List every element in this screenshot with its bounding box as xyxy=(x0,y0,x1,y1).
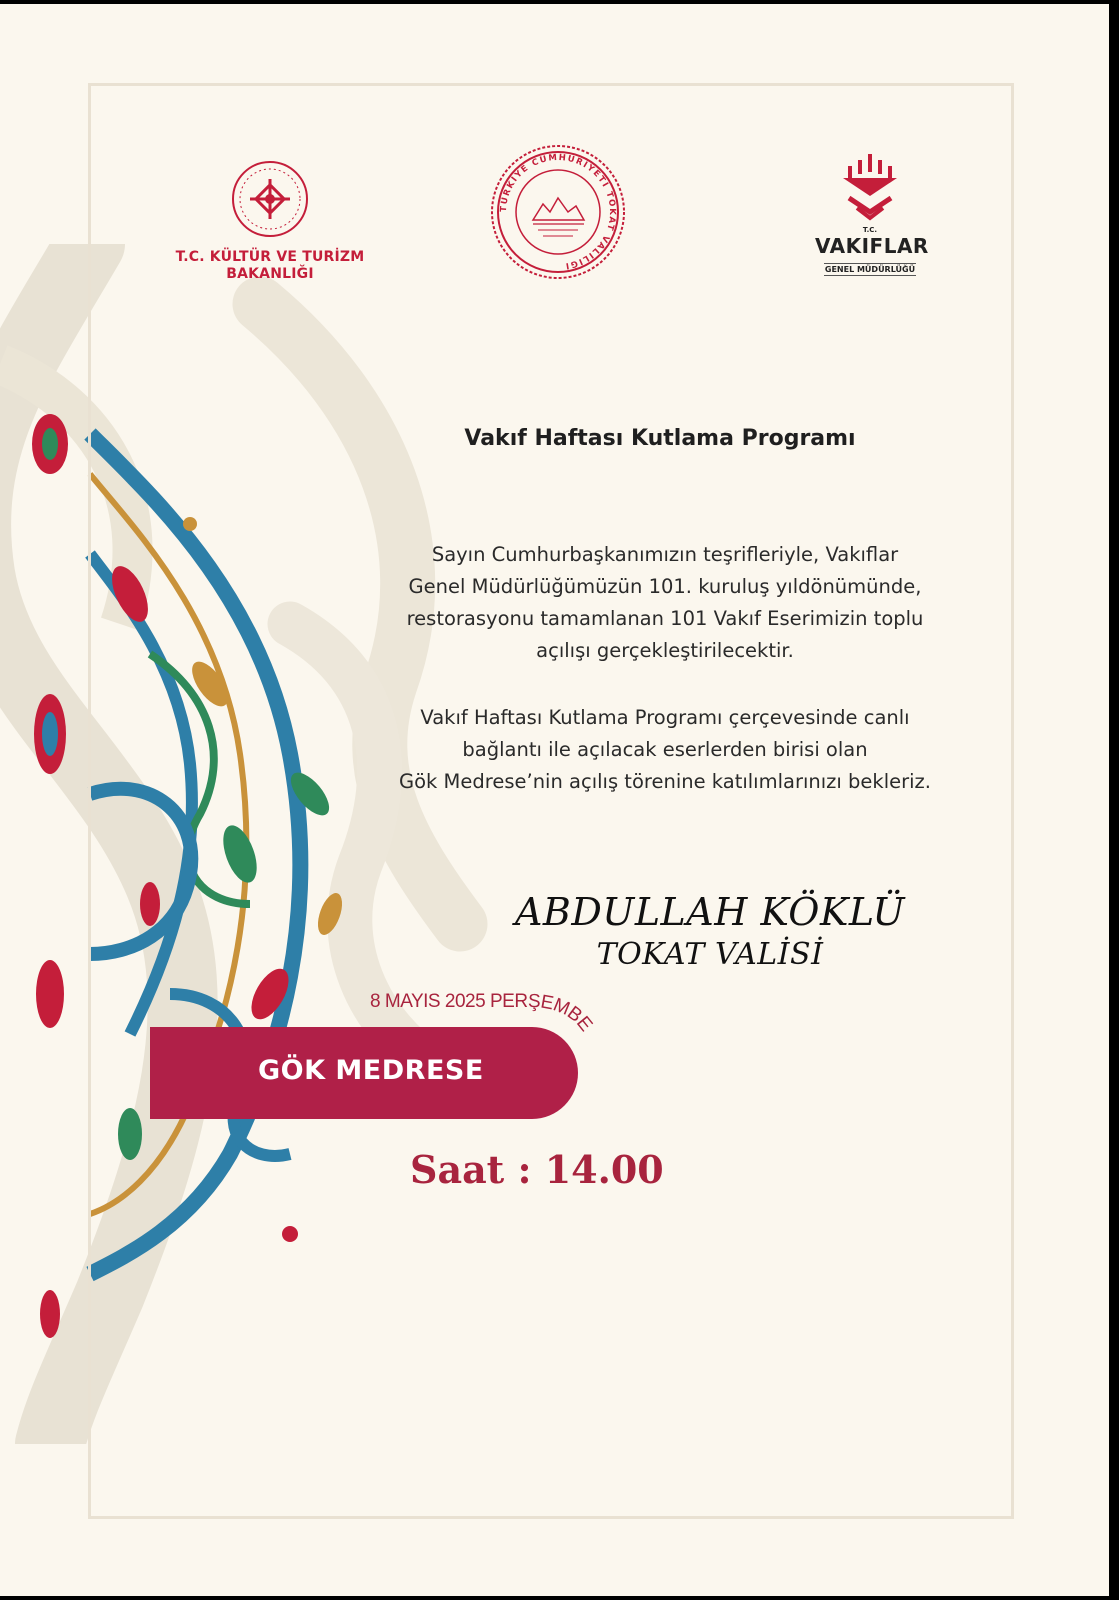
tokat-valiligi-seal-icon xyxy=(488,142,628,282)
invitation-paragraph-2 xyxy=(310,702,1020,798)
vgm-sub: GENEL MÜDÜRLÜĞÜ xyxy=(824,265,916,274)
paragraph-line: Gök Medrese’nin açılış törenine katılımlarınızı bekleriz. xyxy=(399,770,931,793)
kultur-turizm-bakanligi-logo xyxy=(165,159,375,283)
signer-title: TOKAT VALİSİ xyxy=(596,937,824,972)
signer-block xyxy=(430,889,990,975)
paragraph-line: Genel Müdürlüğümüzün 101. kuruluş yıldönümünde, xyxy=(408,575,922,598)
vgm-emblem-icon xyxy=(839,152,901,222)
paragraph-line: Vakıf Haftası Kutlama Programı çerçevesinde canlı xyxy=(420,706,910,729)
tokat-valiligi-seal xyxy=(488,142,628,282)
venue-banner xyxy=(150,1027,578,1119)
decorative-frame xyxy=(88,83,1014,1519)
paragraph-line: restorasyonu tamamlanan 101 Vakıf Eserimizin toplu xyxy=(406,607,924,630)
vgm-main: VAKIFLAR xyxy=(815,234,929,258)
invitation-card xyxy=(0,4,1109,1596)
ktb-emblem-icon xyxy=(230,159,310,239)
paragraph-line: bağlantı ile açılacak eserlerden birisi olan xyxy=(462,738,868,761)
vakiflar-genel-mudurlugu-logo xyxy=(815,152,929,276)
event-time: Saat : 14.00 xyxy=(410,1147,664,1192)
vgm-tc: T.C. xyxy=(862,226,878,234)
event-date: 8 MAYIS 2025 PERŞEMBE xyxy=(370,990,596,1036)
program-title: Vakıf Haftası Kutlama Programı xyxy=(464,426,856,451)
ktb-name-line1: T.C. KÜLTÜR VE TURİZM xyxy=(175,249,365,265)
invitation-paragraph-1 xyxy=(310,539,1020,667)
paragraph-line: açılışı gerçekleştirilecektir. xyxy=(536,639,794,662)
ktb-name-line2: BAKANLIĞI xyxy=(226,266,314,282)
signer-name: ABDULLAH KÖKLÜ xyxy=(514,890,906,934)
venue-name: GÖK MEDRESE xyxy=(258,1055,484,1086)
paragraph-line: Sayın Cumhurbaşkanımızın teşrifleriyle, Vakıflar xyxy=(431,543,899,566)
seal-text: TÜRKİYE CUMHURİYETİ TOKAT VALİLİĞİ xyxy=(498,152,618,271)
